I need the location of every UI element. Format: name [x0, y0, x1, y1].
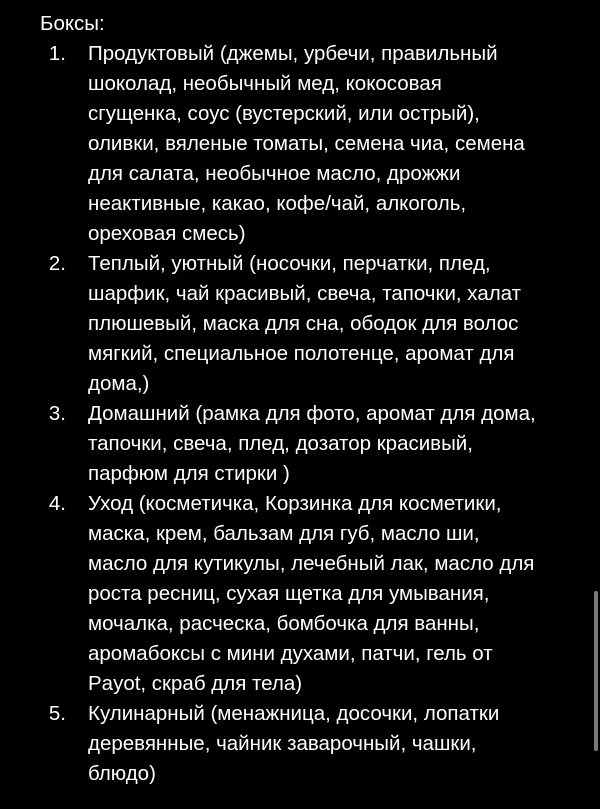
text-line: шоколад, необычный мед, кокосовая [88, 72, 442, 95]
list-item [40, 489, 560, 699]
vertical-scrollbar[interactable] [594, 591, 598, 751]
text-line: шарфик, чай красивый, свеча, тапочки, халат [88, 282, 522, 305]
list-item [40, 399, 560, 489]
text-line: деревянные, чайник заварочный, чашки, [88, 732, 477, 755]
text-line: Теплый, уютный (носочки, перчатки, плед, [88, 252, 491, 275]
list-item [40, 699, 560, 789]
text-line: парфюм для стирки ) [88, 462, 290, 485]
list-number: 1. [48, 42, 66, 65]
numbered-list [40, 39, 560, 789]
note-heading: Боксы: [40, 12, 105, 35]
list-number: 4. [48, 492, 66, 515]
text-line: масло для кутикулы, лечебный лак, масло для [88, 552, 535, 575]
list-item-text [88, 249, 521, 399]
text-line: для салата, необычное масло, дрожжи [88, 162, 461, 185]
list-item-text [88, 39, 525, 249]
list-number: 3. [48, 402, 66, 425]
list-item [40, 39, 560, 249]
text-line: сгущенка, соус (вустерский, или острый), [88, 102, 480, 125]
list-item-text [88, 489, 534, 699]
text-line: Продуктовый (джемы, урбечи, правильный [88, 42, 498, 65]
text-line: мягкий, специальное полотенце, аромат для [88, 342, 515, 365]
text-line: аромабоксы с мини духами, патчи, гель от [88, 642, 493, 665]
text-line: мочалка, расческа, бомбочка для ванны, [88, 612, 480, 635]
text-line: ореховая смесь) [88, 222, 246, 245]
text-line: роста ресниц, сухая щетка для умывания, [88, 582, 490, 605]
list-item [40, 249, 560, 399]
text-line: плюшевый, маска для сна, ободок для волос [88, 312, 519, 335]
text-line: Домашний (рамка для фото, аромат для дома, [88, 402, 536, 425]
text-line: блюдо) [88, 762, 156, 785]
text-line: Кулинарный (менажница, досочки, лопатки [88, 702, 500, 725]
text-line: дома,) [88, 372, 150, 395]
list-number: 2. [48, 252, 66, 275]
text-line: оливки, вяленые томаты, семена чиа, семена [88, 132, 525, 155]
text-line: неактивные, какао, кофе/чай, алкоголь, [88, 192, 467, 215]
text-line: тапочки, свеча, плед, дозатор красивый, [88, 432, 473, 455]
list-item-text [88, 699, 499, 789]
list-number: 5. [48, 702, 66, 725]
text-line: Уход (косметичка, Корзинка для косметики, [88, 492, 502, 515]
text-line: маска, крем, бальзам для губ, масло ши, [88, 522, 480, 545]
note-content[interactable] [40, 9, 560, 789]
text-line: Payot, скраб для тела) [88, 672, 303, 695]
list-item-text [88, 399, 536, 489]
